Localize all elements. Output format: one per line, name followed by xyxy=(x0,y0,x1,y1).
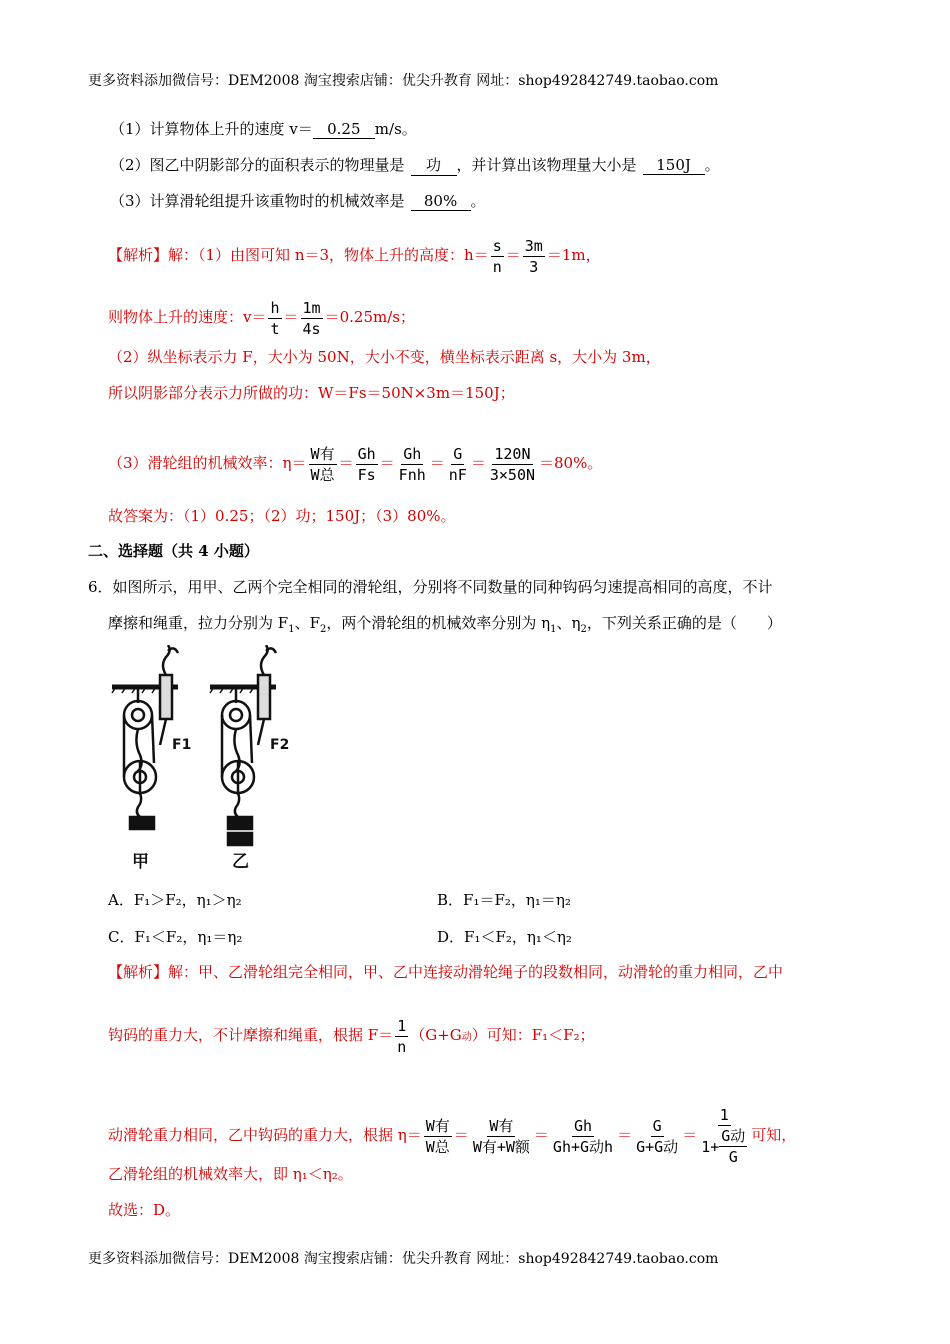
section-title: 二、选择题（共 4 小题） xyxy=(88,542,259,560)
fraction-num: 3m xyxy=(524,236,543,255)
fraction xyxy=(471,1117,532,1156)
option-letter: B． xyxy=(437,891,464,909)
fraction xyxy=(491,237,504,276)
equals: ＝ xyxy=(505,246,521,264)
sol5-line2 xyxy=(108,288,415,346)
fraction-den: G xyxy=(728,1148,738,1166)
sol6-line2-text: 钩码的重力大，不计摩擦和绳重，根据 F＝ xyxy=(108,1026,394,1044)
pulley-system-right xyxy=(210,645,276,845)
fraction xyxy=(301,299,323,338)
sol6-line5: 故选：D。 xyxy=(108,1201,181,1219)
sol5-line4: 所以阴影部分表示力所做的功：W＝Fs＝50N×3m＝150J； xyxy=(108,384,515,402)
fraction-den: 3×50N xyxy=(489,465,536,484)
fraction-den-prefix: 1+ xyxy=(701,1137,720,1156)
equals: ＝ xyxy=(470,454,486,472)
fraction-num: G动 xyxy=(721,1127,746,1145)
fraction xyxy=(488,445,537,484)
q5-part3 xyxy=(110,190,486,211)
subscript: 1 xyxy=(550,624,557,635)
option-b[interactable] xyxy=(437,889,571,910)
sol5-line2-text: 则物体上升的速度：v＝ xyxy=(108,308,267,326)
sol5-line3: （2）纵坐标表示力 F，大小为 50N，大小不变，横坐标表示距离 s，大小为 3m， xyxy=(108,348,661,366)
q6-text: 、η xyxy=(556,614,581,632)
sol6-line1 xyxy=(108,961,783,982)
sol5-tag: 【解析】 xyxy=(108,246,169,264)
sol6-line1-text: 解：甲、乙滑轮组完全相同，甲、乙中连接动滑轮绳子的段数相同，动滑轮的重力相同，乙中 xyxy=(168,963,784,981)
equals: ＝ xyxy=(617,1126,633,1144)
q5-part2-answer2: 150J xyxy=(643,156,705,175)
fraction-den: Fnh xyxy=(398,465,426,484)
fraction-den: t xyxy=(270,319,280,338)
q5-part1-answer: 0.25 xyxy=(313,120,375,139)
sol5-line2-end: ＝0.25m/s； xyxy=(324,308,415,326)
fraction-num: 1 xyxy=(397,1016,407,1035)
equals: ＝ xyxy=(379,454,395,472)
fraction-den: Gh+G动h xyxy=(552,1137,614,1156)
option-letter: C． xyxy=(108,928,135,946)
page-header: 更多资料添加微信号：DEM2008 淘宝搜索店铺：优尖升教育 网址：shop492842749.taobao.com xyxy=(88,73,719,89)
fraction-num: Gh xyxy=(357,444,376,463)
sol6-line3-text: 动滑轮重力相同，乙中钩码的重力大，根据 η＝ xyxy=(108,1126,422,1144)
fraction-den: Fs xyxy=(357,465,376,484)
fraction xyxy=(395,1017,408,1056)
fraction-num: 1 xyxy=(719,1106,729,1124)
fraction xyxy=(447,445,469,484)
sol5-line5-end: ＝80%。 xyxy=(539,454,603,472)
fraction-num: Gh xyxy=(403,444,422,463)
q5-part1-unit: m/s。 xyxy=(374,120,417,138)
option-a[interactable] xyxy=(108,889,242,910)
fraction-num: 1m xyxy=(302,298,321,317)
subscript-dong: 动 xyxy=(461,1032,472,1043)
option-d[interactable] xyxy=(437,926,572,947)
q5-part2-end: 。 xyxy=(704,156,720,174)
fraction-num: 120N xyxy=(494,444,531,463)
fraction-num: G xyxy=(453,444,463,463)
q6-text: ，两个滑轮组的机械效率分别为 η xyxy=(326,614,551,632)
option-c[interactable] xyxy=(108,926,242,947)
q5-part2 xyxy=(110,154,720,176)
option-text: F₁＜F₂，η₁＜η₂ xyxy=(464,928,572,946)
fraction-num: h xyxy=(270,298,280,317)
subscript: 2 xyxy=(580,624,587,635)
q5-part1-text: （1）计算物体上升的速度 v＝ xyxy=(110,120,313,138)
q5-part2-answer1: 功 xyxy=(411,154,457,176)
option-text: F₁＞F₂，η₁＞η₂ xyxy=(133,891,242,909)
fraction-den: nF xyxy=(448,465,467,484)
fraction-den: n xyxy=(397,1037,407,1056)
q6-stem-line1: 6．如图所示，用甲、乙两个完全相同的滑轮组，分别将不同数量的同种钩码匀速提高相同的高度，不计 xyxy=(88,578,773,596)
q6-text: 、F xyxy=(294,614,320,632)
sol5-line5 xyxy=(108,414,602,512)
equals: ＝ xyxy=(682,1126,698,1144)
q5-part3-end: 。 xyxy=(470,192,486,210)
fraction-compound xyxy=(699,1106,749,1166)
fraction-den: n xyxy=(492,257,502,276)
equals: ＝ xyxy=(283,308,299,326)
force-label-right: F2 xyxy=(270,737,290,753)
fraction xyxy=(356,445,378,484)
fraction xyxy=(551,1117,615,1156)
subscript: 1 xyxy=(288,624,295,635)
sol6-line2-end: ）可知：F₁＜F₂； xyxy=(471,1026,595,1044)
fraction-inner xyxy=(719,1127,747,1166)
q5-part1 xyxy=(110,118,417,139)
sol5-line5-text: （3）滑轮组的机械效率：η＝ xyxy=(108,454,307,472)
sol6-line2 xyxy=(108,1005,595,1068)
q5-part3-text: （3）计算滑轮组提升该重物时的机械效率是 xyxy=(110,192,405,210)
fraction-den: W总 xyxy=(310,465,335,484)
fraction-den xyxy=(699,1126,749,1166)
q6-text: ，下列关系正确的是（ ） xyxy=(586,614,782,632)
figure-label-left: 甲 xyxy=(132,852,149,872)
fraction-den: 4s xyxy=(302,319,321,338)
q5-part3-answer: 80% xyxy=(411,192,471,211)
sol5-line1-end: ＝1m， xyxy=(546,246,601,264)
sol6-tag: 【解析】 xyxy=(108,963,169,981)
fraction-den: 3 xyxy=(529,257,539,276)
fraction-num: G xyxy=(652,1116,662,1135)
fraction-den: W总 xyxy=(425,1137,450,1156)
sol6-line3-end: 可知， xyxy=(751,1126,797,1144)
equals: ＝ xyxy=(429,454,445,472)
equals: ＝ xyxy=(453,1126,469,1144)
q6-stem-line2 xyxy=(108,612,782,635)
equals: ＝ xyxy=(338,454,354,472)
fraction-num: W有 xyxy=(489,1116,514,1135)
option-text: F₁＜F₂，η₁＝η₂ xyxy=(134,928,243,946)
equals: ＝ xyxy=(533,1126,549,1144)
option-letter: D． xyxy=(437,928,465,946)
pulley-figure xyxy=(110,645,300,875)
fraction-num: Gh xyxy=(573,1116,593,1135)
q6-text: 摩擦和绳重，拉力分别为 F xyxy=(108,614,289,632)
fraction xyxy=(634,1117,680,1156)
pulley-system-left xyxy=(112,645,178,829)
option-letter: A． xyxy=(108,891,134,909)
fraction-den: G+G动 xyxy=(636,1137,679,1156)
sol5-line1-text: 解：（1）由图可知 n＝3，物体上升的高度：h＝ xyxy=(168,246,489,264)
subscript: 2 xyxy=(319,624,327,635)
q5-part2-text: （2）图乙中阴影部分的面积表示的物理量是 xyxy=(110,156,405,174)
sol6-line4: 乙滑轮组的机械效率大，即 η₁＜η₂。 xyxy=(108,1165,353,1183)
fraction xyxy=(309,445,337,484)
sol5-answer: 故答案为：（1）0.25；（2）功；150J；（3）80%。 xyxy=(108,507,456,525)
q5-part2-mid: ，并计算出该物理量大小是 xyxy=(456,156,637,174)
fraction xyxy=(268,299,281,338)
figure-label-right: 乙 xyxy=(232,852,249,872)
fraction-num: W有 xyxy=(425,1116,450,1135)
sol5-line1 xyxy=(108,226,601,284)
fraction-num: s xyxy=(492,236,502,255)
sol6-line2-mid: （G+G xyxy=(410,1026,462,1044)
fraction xyxy=(397,445,428,484)
fraction-num: W有 xyxy=(310,444,335,463)
fraction-den: W有+W额 xyxy=(472,1137,530,1156)
page-footer: 更多资料添加微信号：DEM2008 淘宝搜索店铺：优尖升教育 网址：shop492842749.taobao.com xyxy=(88,1251,719,1267)
force-label-left: F1 xyxy=(172,737,192,753)
fraction xyxy=(523,237,545,276)
option-text: F₁＝F₂，η₁＝η₂ xyxy=(463,891,571,909)
fraction xyxy=(424,1117,452,1156)
